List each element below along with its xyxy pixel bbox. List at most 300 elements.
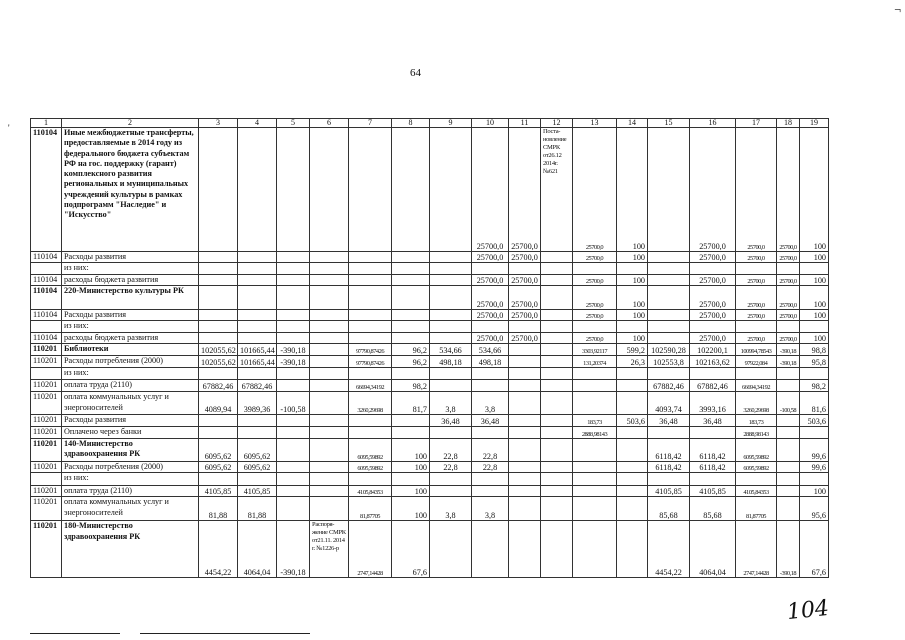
value-cell <box>238 285 277 309</box>
value-cell <box>509 392 541 415</box>
value-cell <box>430 263 472 274</box>
value-cell: 25700,0 <box>573 128 617 252</box>
document-reference-cell <box>310 263 349 274</box>
row-label-cell: Расходы развития <box>62 252 199 263</box>
value-cell: 2888,98143 <box>736 427 777 438</box>
value-cell <box>277 497 310 521</box>
value-cell <box>392 252 430 263</box>
value-cell: 100 <box>617 252 648 263</box>
value-cell <box>349 128 392 252</box>
document-reference-cell <box>541 521 573 578</box>
value-cell: 100 <box>800 309 829 320</box>
row-label-cell: оплата коммунальных услуг и энергоносителей <box>62 497 199 521</box>
document-reference-cell <box>310 473 349 486</box>
row-label-cell: из них: <box>62 321 199 333</box>
value-cell <box>472 486 509 497</box>
value-cell <box>573 392 617 415</box>
value-cell <box>777 321 800 333</box>
corner-mark: ¬ <box>894 2 901 16</box>
row-code-cell: 110104 <box>31 333 62 344</box>
document-reference-cell <box>541 380 573 392</box>
row-label-cell: из них: <box>62 473 199 486</box>
value-cell: 102200,1 <box>690 344 736 356</box>
value-cell: 6095,62 <box>238 438 277 461</box>
value-cell <box>509 521 541 578</box>
value-cell: 85,68 <box>690 497 736 521</box>
row-label-cell: Расходы потребления (2000) <box>62 461 199 472</box>
row-code-cell: 110201 <box>31 356 62 368</box>
value-cell <box>277 473 310 486</box>
value-cell: 25700,0 <box>509 128 541 252</box>
value-cell: 534,66 <box>430 344 472 356</box>
column-header: 1 <box>31 119 62 128</box>
value-cell <box>573 486 617 497</box>
value-cell: 503,6 <box>800 415 829 427</box>
document-reference-cell <box>541 461 573 472</box>
value-cell: 67882,46 <box>648 380 690 392</box>
value-cell <box>472 427 509 438</box>
value-cell: 25700,0 <box>472 285 509 309</box>
value-cell: 25700,0 <box>509 285 541 309</box>
value-cell <box>690 321 736 333</box>
value-cell: 183,73 <box>736 415 777 427</box>
value-cell <box>617 392 648 415</box>
value-cell <box>573 321 617 333</box>
value-cell: 102055,62 <box>199 344 238 356</box>
value-cell <box>573 368 617 380</box>
value-cell: 25700,0 <box>573 285 617 309</box>
value-cell <box>277 263 310 274</box>
row-label-cell: 140-Министерство здравоохранения РК <box>62 438 199 461</box>
value-cell: 6095,59892 <box>349 438 392 461</box>
value-cell: 100 <box>392 461 430 472</box>
row-label-cell: Расходы развития <box>62 309 199 320</box>
value-cell <box>736 473 777 486</box>
value-cell: -390,18 <box>277 356 310 368</box>
value-cell: 25700,0 <box>472 274 509 285</box>
value-cell: 6118,42 <box>648 438 690 461</box>
value-cell: 36,48 <box>648 415 690 427</box>
value-cell <box>277 274 310 285</box>
value-cell <box>349 415 392 427</box>
value-cell <box>690 473 736 486</box>
value-cell: -390,18 <box>777 344 800 356</box>
row-code-cell: 110201 <box>31 486 62 497</box>
value-cell: 4093,74 <box>648 392 690 415</box>
row-label-cell: расходы бюджета развития <box>62 274 199 285</box>
value-cell <box>472 321 509 333</box>
value-cell: 25700,0 <box>509 309 541 320</box>
value-cell: 3989,36 <box>238 392 277 415</box>
row-label-cell: 220-Министерство культуры РК <box>62 285 199 309</box>
column-header: 9 <box>430 119 472 128</box>
value-cell: 81,7 <box>392 392 430 415</box>
document-reference-cell <box>310 438 349 461</box>
document-reference-cell <box>310 252 349 263</box>
value-cell <box>392 128 430 252</box>
value-cell: 25700,0 <box>690 333 736 344</box>
row-code-cell: 110201 <box>31 392 62 415</box>
document-reference-cell <box>310 333 349 344</box>
value-cell: 100 <box>800 128 829 252</box>
table-row <box>31 473 829 486</box>
value-cell: 102553,8 <box>648 356 690 368</box>
document-reference-cell <box>310 392 349 415</box>
value-cell <box>648 263 690 274</box>
budget-table <box>30 118 829 578</box>
column-header: 16 <box>690 119 736 128</box>
value-cell <box>199 333 238 344</box>
value-cell <box>430 427 472 438</box>
value-cell: 100 <box>617 309 648 320</box>
value-cell: 25700,0 <box>777 128 800 252</box>
value-cell <box>800 321 829 333</box>
value-cell <box>277 461 310 472</box>
value-cell: 25700,0 <box>777 309 800 320</box>
value-cell: -390,18 <box>277 344 310 356</box>
value-cell: 98,2 <box>800 380 829 392</box>
value-cell: 25700,0 <box>690 252 736 263</box>
value-cell: 25700,0 <box>736 128 777 252</box>
document-reference-cell <box>310 415 349 427</box>
row-label-cell: из них: <box>62 263 199 274</box>
value-cell <box>648 321 690 333</box>
value-cell <box>509 461 541 472</box>
value-cell: 98,2 <box>392 380 430 392</box>
value-cell <box>430 486 472 497</box>
document-reference-cell <box>310 461 349 472</box>
value-cell: 25700,0 <box>736 333 777 344</box>
value-cell: 67882,46 <box>199 380 238 392</box>
value-cell: 6095,62 <box>238 461 277 472</box>
value-cell: 4105,85 <box>648 486 690 497</box>
value-cell <box>199 263 238 274</box>
value-cell: 2747,14428 <box>736 521 777 578</box>
value-cell: 25700,0 <box>777 285 800 309</box>
value-cell <box>509 356 541 368</box>
value-cell <box>392 473 430 486</box>
column-header: 19 <box>800 119 829 128</box>
value-cell <box>392 263 430 274</box>
document-reference-cell <box>541 263 573 274</box>
value-cell: 102590,28 <box>648 344 690 356</box>
column-header: 7 <box>349 119 392 128</box>
value-cell <box>617 473 648 486</box>
value-cell: 36,48 <box>690 415 736 427</box>
table-row <box>31 356 829 368</box>
value-cell: 2747,14428 <box>349 521 392 578</box>
value-cell <box>617 438 648 461</box>
document-reference-cell <box>310 497 349 521</box>
value-cell <box>199 285 238 309</box>
value-cell <box>349 473 392 486</box>
value-cell <box>430 252 472 263</box>
column-header: 17 <box>736 119 777 128</box>
value-cell: 4089,94 <box>199 392 238 415</box>
value-cell: 25700,0 <box>573 309 617 320</box>
value-cell <box>509 473 541 486</box>
value-cell: 101665,44 <box>238 356 277 368</box>
value-cell: 3,8 <box>472 392 509 415</box>
value-cell: 25700,0 <box>472 128 509 252</box>
value-cell: 25700,0 <box>573 252 617 263</box>
value-cell: 100 <box>800 252 829 263</box>
value-cell <box>349 368 392 380</box>
value-cell: 100 <box>800 333 829 344</box>
row-code-cell: 110201 <box>31 380 62 392</box>
column-header: 5 <box>277 119 310 128</box>
row-code-cell: 110104 <box>31 285 62 309</box>
value-cell <box>277 309 310 320</box>
value-cell <box>349 274 392 285</box>
value-cell: 3,8 <box>430 497 472 521</box>
value-cell <box>777 427 800 438</box>
value-cell <box>648 274 690 285</box>
value-cell <box>277 321 310 333</box>
document-reference-cell <box>310 285 349 309</box>
value-cell <box>777 380 800 392</box>
value-cell: 101665,44 <box>238 344 277 356</box>
value-cell: 81,87705 <box>736 497 777 521</box>
value-cell <box>573 263 617 274</box>
value-cell: 25700,0 <box>736 285 777 309</box>
value-cell <box>349 321 392 333</box>
value-cell: 22,8 <box>430 438 472 461</box>
value-cell: 503,6 <box>617 415 648 427</box>
value-cell <box>617 497 648 521</box>
document-reference-cell <box>310 274 349 285</box>
value-cell <box>648 473 690 486</box>
row-label-cell: оплата труда (2110) <box>62 486 199 497</box>
value-cell <box>199 427 238 438</box>
value-cell: 97790,87426 <box>349 356 392 368</box>
value-cell: 67,6 <box>392 521 430 578</box>
value-cell: 25700,0 <box>509 333 541 344</box>
value-cell <box>199 415 238 427</box>
table-row <box>31 321 829 333</box>
document-reference-cell <box>310 309 349 320</box>
value-cell <box>690 427 736 438</box>
table-row <box>31 486 829 497</box>
value-cell <box>199 309 238 320</box>
column-header: 8 <box>392 119 430 128</box>
value-cell: 25700,0 <box>690 285 736 309</box>
value-cell <box>277 486 310 497</box>
value-cell <box>430 380 472 392</box>
value-cell <box>617 321 648 333</box>
value-cell <box>509 427 541 438</box>
value-cell <box>690 263 736 274</box>
value-cell: 4064,04 <box>690 521 736 578</box>
document-reference-cell <box>310 344 349 356</box>
row-code-cell <box>31 368 62 380</box>
row-code-cell: 110104 <box>31 252 62 263</box>
value-cell <box>800 263 829 274</box>
row-code-cell: 110104 <box>31 274 62 285</box>
value-cell: 3260,29698 <box>349 392 392 415</box>
value-cell <box>349 285 392 309</box>
value-cell <box>648 427 690 438</box>
document-reference-cell <box>541 438 573 461</box>
table-row <box>31 309 829 320</box>
value-cell <box>573 438 617 461</box>
value-cell: 85,68 <box>648 497 690 521</box>
value-cell <box>573 380 617 392</box>
document-reference-cell <box>541 415 573 427</box>
value-cell <box>617 486 648 497</box>
value-cell: 67882,46 <box>238 380 277 392</box>
value-cell <box>472 380 509 392</box>
value-cell: 67,6 <box>800 521 829 578</box>
value-cell: 6095,59892 <box>736 461 777 472</box>
value-cell: 599,2 <box>617 344 648 356</box>
value-cell <box>392 333 430 344</box>
value-cell <box>509 497 541 521</box>
value-cell: 6118,42 <box>648 461 690 472</box>
table-row <box>31 427 829 438</box>
value-cell: -100,58 <box>777 392 800 415</box>
value-cell <box>573 521 617 578</box>
document-reference-cell <box>541 252 573 263</box>
column-header: 18 <box>777 119 800 128</box>
row-label-cell: из них: <box>62 368 199 380</box>
value-cell <box>617 263 648 274</box>
value-cell <box>238 263 277 274</box>
value-cell: 100 <box>800 486 829 497</box>
row-code-cell: 110201 <box>31 461 62 472</box>
value-cell: 100 <box>800 285 829 309</box>
table-header-row <box>31 119 829 128</box>
value-cell: 95,6 <box>800 497 829 521</box>
value-cell <box>349 252 392 263</box>
row-label-cell: расходы бюджета развития <box>62 333 199 344</box>
value-cell <box>238 321 277 333</box>
row-code-cell: 110201 <box>31 415 62 427</box>
value-cell <box>509 486 541 497</box>
value-cell <box>238 415 277 427</box>
value-cell <box>349 309 392 320</box>
value-cell: 25700,0 <box>777 274 800 285</box>
value-cell: 25700,0 <box>736 252 777 263</box>
value-cell: 22,8 <box>430 461 472 472</box>
value-cell: 36,48 <box>472 415 509 427</box>
value-cell: 81,88 <box>238 497 277 521</box>
column-header: 3 <box>199 119 238 128</box>
row-code-cell <box>31 321 62 333</box>
value-cell: 25700,0 <box>509 274 541 285</box>
value-cell <box>238 128 277 252</box>
value-cell <box>277 333 310 344</box>
value-cell <box>392 321 430 333</box>
row-code-cell: 110201 <box>31 497 62 521</box>
document-reference-cell <box>541 309 573 320</box>
document-reference-cell <box>310 380 349 392</box>
value-cell: 6095,59892 <box>349 461 392 472</box>
value-cell <box>349 427 392 438</box>
value-cell: 6095,62 <box>199 438 238 461</box>
document-reference-cell <box>310 427 349 438</box>
table-row <box>31 285 829 309</box>
column-header: 11 <box>509 119 541 128</box>
row-code-cell <box>31 473 62 486</box>
value-cell: 4105,84353 <box>736 486 777 497</box>
value-cell: 25700,0 <box>736 274 777 285</box>
value-cell: 100 <box>392 497 430 521</box>
value-cell: 3,8 <box>472 497 509 521</box>
value-cell <box>617 427 648 438</box>
value-cell <box>648 333 690 344</box>
value-cell <box>238 473 277 486</box>
value-cell: 25700,0 <box>736 309 777 320</box>
value-cell <box>777 486 800 497</box>
value-cell: 4454,22 <box>199 521 238 578</box>
value-cell: 97922,084 <box>736 356 777 368</box>
row-label-cell: Библиотеки <box>62 344 199 356</box>
value-cell: -390,18 <box>777 521 800 578</box>
value-cell <box>392 368 430 380</box>
row-code-cell: 110201 <box>31 344 62 356</box>
document-reference-cell: Распоря-жение СМРК от21.11. 2014 г. №1226-р <box>310 521 349 578</box>
value-cell <box>509 368 541 380</box>
value-cell: 97790,87426 <box>349 344 392 356</box>
value-cell <box>690 368 736 380</box>
value-cell <box>238 333 277 344</box>
document-reference-cell <box>310 486 349 497</box>
value-cell: 81,88 <box>199 497 238 521</box>
value-cell: 3260,29698 <box>736 392 777 415</box>
value-cell <box>392 415 430 427</box>
value-cell <box>277 380 310 392</box>
value-cell: 4105,84353 <box>349 486 392 497</box>
value-cell <box>509 438 541 461</box>
row-code-cell: 110201 <box>31 521 62 578</box>
document-reference-cell <box>541 392 573 415</box>
value-cell <box>277 285 310 309</box>
value-cell <box>430 368 472 380</box>
value-cell <box>777 473 800 486</box>
table-row <box>31 438 829 461</box>
value-cell <box>199 128 238 252</box>
value-cell: 100 <box>392 486 430 497</box>
value-cell: 4105,85 <box>199 486 238 497</box>
value-cell: 95,8 <box>800 356 829 368</box>
row-label-cell: оплата труда (2110) <box>62 380 199 392</box>
column-header: 6 <box>310 119 349 128</box>
value-cell <box>800 368 829 380</box>
value-cell <box>617 368 648 380</box>
value-cell <box>392 285 430 309</box>
value-cell <box>392 309 430 320</box>
row-code-cell: 110104 <box>31 309 62 320</box>
document-reference-cell <box>541 344 573 356</box>
value-cell: -390,18 <box>277 521 310 578</box>
value-cell <box>277 128 310 252</box>
value-cell <box>472 368 509 380</box>
value-cell: 100 <box>617 285 648 309</box>
table-row <box>31 415 829 427</box>
table-row <box>31 128 829 252</box>
value-cell: 100994,78543 <box>736 344 777 356</box>
value-cell <box>430 285 472 309</box>
value-cell: 100 <box>617 128 648 252</box>
value-cell <box>277 368 310 380</box>
value-cell <box>736 368 777 380</box>
footer-rule-left <box>30 633 120 634</box>
value-cell <box>777 415 800 427</box>
value-cell <box>509 321 541 333</box>
value-cell <box>648 309 690 320</box>
footer-rule-right <box>140 633 310 634</box>
